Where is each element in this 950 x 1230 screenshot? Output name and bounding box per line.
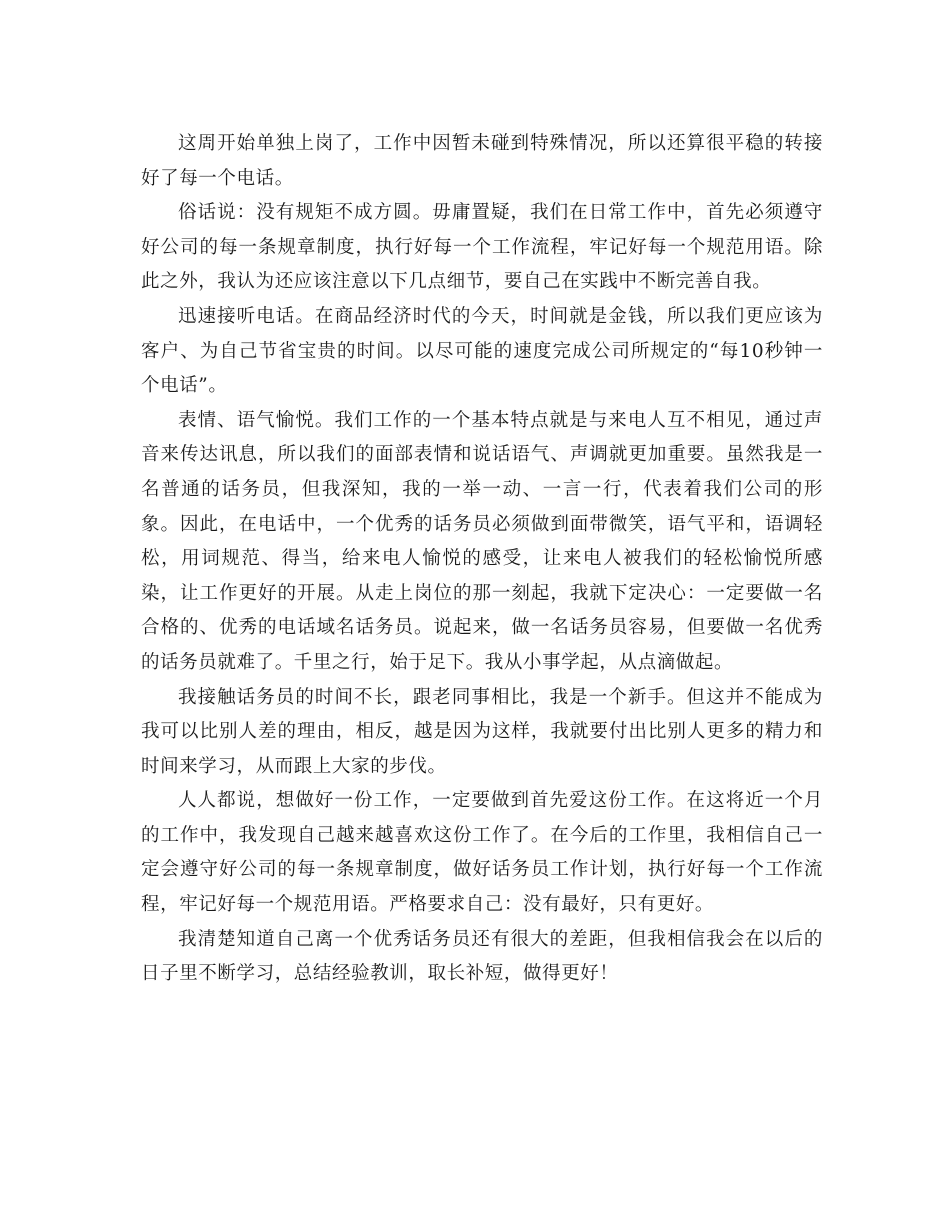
paragraph-4: 表情、语气愉悦。我们工作的一个基本特点就是与来电人互不相见，通过声音来传达讯息，所以我们的面部表情和说话语气、声调就更加重要。虽然我是一名普通的话务员，但我深知，我的一举一动、一言一行，代表着我们公司的形象。因此，在电话中，一个优秀的话务员必须做到面带微笑，语气平和，语调轻松，用词规范、得当，给来电人愉悦的感受，让来电人被我们的轻松愉悦所感染，让工作更好的开展。从走上岗位的那一刻起，我就下定决心：一定要做一名合格的、优秀的电话域名话务员。说起来，做一名话务员容易，但要做一名优秀的话务员就难了。千里之行，始于足下。我从小事学起，从点滴做起。 xyxy=(141,409,823,673)
paragraph-2: 俗话说：没有规矩不成方圆。毋庸置疑，我们在日常工作中，首先必须遵守好公司的每一条规章制度，执行好每一个工作流程，牢记好每一个规范用语。除此之外，我认为还应该注意以下几点细节，要自己在实践中不断完善自我。 xyxy=(141,202,823,293)
paragraph-5: 我接触话务员的时间不长，跟老同事相比，我是一个新手。但这并不能成为我可以比别人差的理由，相反，越是因为这样，我就要付出比别人更多的精力和时间来学习，从而跟上大家的步伐。 xyxy=(141,686,823,777)
paragraph-3: 迅速接听电话。在商品经济时代的今天，时间就是金钱，所以我们更应该为客户、为自己节省宝贵的时间。以尽可能的速度完成公司所规定的“每10秒钟一个电话”。 xyxy=(141,305,823,397)
paragraph-7: 我清楚知道自己离一个优秀话务员还有很大的差距，但我相信我会在以后的日子里不断学习，总结经验教训，取长补短，做得更好！ xyxy=(141,928,823,985)
document-body xyxy=(141,127,823,992)
paragraph-1: 这周开始单独上岗了，工作中因暂未碰到特殊情况，所以还算很平稳的转接好了每一个电话。 xyxy=(141,133,823,189)
paragraph-6: 人人都说，想做好一份工作，一定要做到首先爱这份工作。在这将近一个月的工作中，我发现自己越来越喜欢这份工作了。在今后的工作里，我相信自己一定会遵守好公司的每一条规章制度，做好话务员工作计划，执行好每一个工作流程，牢记好每一个规范用语。严格要求自己：没有最好，只有更好。 xyxy=(141,790,823,916)
